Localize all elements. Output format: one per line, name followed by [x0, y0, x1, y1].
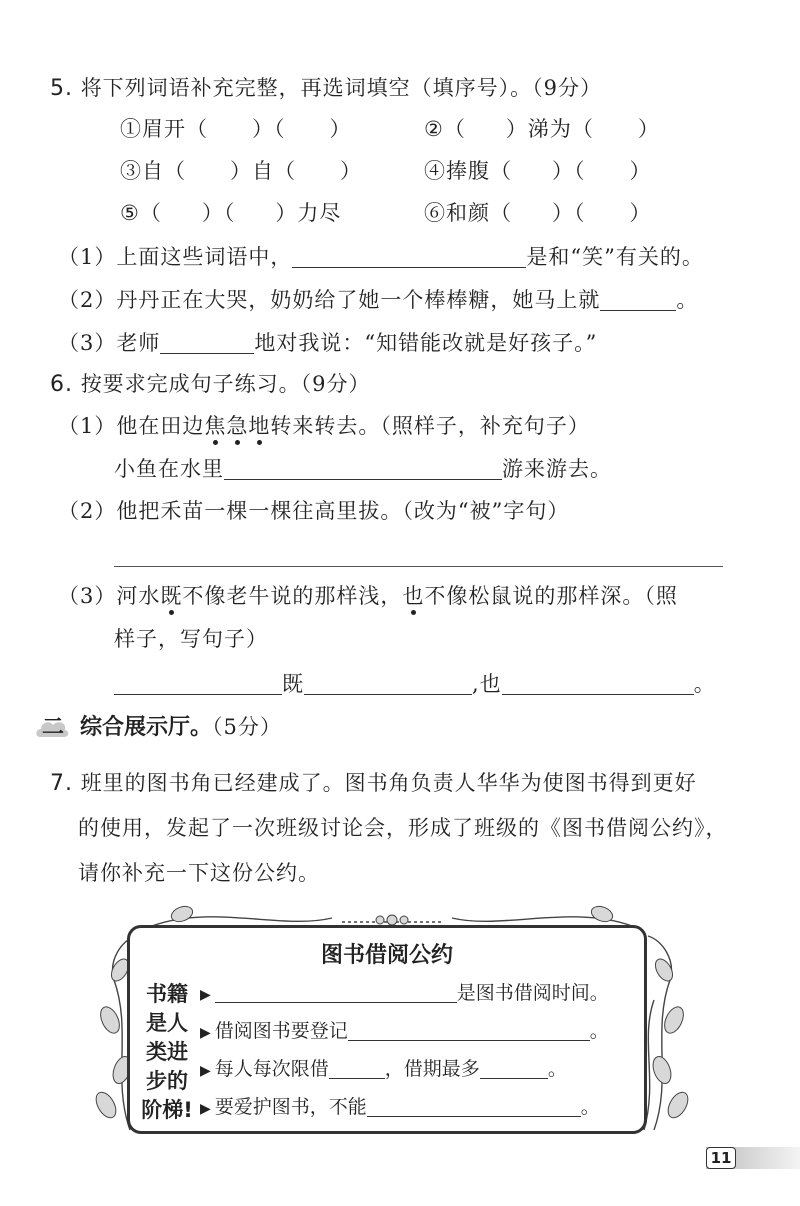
- section-2-number: 二: [42, 715, 65, 740]
- rule-2-blank[interactable]: [348, 1022, 590, 1041]
- word-1: [120, 115, 352, 143]
- q6-s1-text-a: （1）他在田边: [58, 414, 205, 438]
- q6-prompt: [50, 370, 371, 399]
- q6-s3-text-a: （3）河水: [58, 584, 161, 608]
- q6-s1-text-b: 转来转去。（照样子，补充句子）: [270, 414, 590, 438]
- word-6-part-c: ）: [629, 201, 652, 225]
- board-title: 图书借阅公约: [320, 943, 453, 968]
- q6-sentence-2: （2）他把禾苗一棵一棵往高里拔。（改为“被”字句）: [58, 499, 570, 523]
- rule-3-blank-2[interactable]: [480, 1060, 548, 1079]
- word-1-part-c: ）: [329, 117, 352, 141]
- section-2-score: （5分）: [212, 715, 282, 739]
- word-2-part-a: ②（: [424, 117, 466, 141]
- q6-s1-answer-prefix: 小鱼在水里: [114, 457, 224, 481]
- q5-sentence-3: [58, 329, 597, 357]
- rule-3-text-a: 每人每次限借: [214, 1058, 329, 1080]
- q6-s2-answer-line[interactable]: [114, 566, 723, 567]
- q5-number: 5.: [50, 76, 73, 101]
- emphasis-char: 地: [248, 414, 271, 438]
- q6-sentence-3-line2: 样子，写句子）: [114, 627, 268, 651]
- rule-4-blank[interactable]: [367, 1098, 581, 1117]
- word-5-part-c: ）力尽: [275, 201, 342, 225]
- word-3: [120, 157, 362, 185]
- word-6-part-a: ⑥和颜（: [424, 201, 512, 225]
- word-4: [424, 157, 652, 185]
- q6-sentence-3-answer: [114, 670, 716, 698]
- word-2-part-c: ）: [637, 117, 660, 141]
- q5-s2-blank[interactable]: [600, 288, 676, 311]
- q5-s2-text-a: （2）丹丹正在大哭，奶奶给了她一个棒棒糖，她马上就: [58, 288, 601, 312]
- q7-line-1-text: 班里的图书角已经建成了。图书角负责人华华为使图书得到更好: [80, 771, 697, 795]
- section-2-header: [80, 713, 282, 744]
- q6-number: 6.: [50, 372, 73, 397]
- page-number: 11: [706, 1147, 736, 1169]
- q6-s1-answer-suffix: 游来游去。: [502, 457, 612, 481]
- word-6-part-b: ）（: [552, 201, 586, 225]
- word-2-part-b: ）涕为（: [505, 117, 594, 141]
- rule-3-end-mark: 。: [547, 1058, 567, 1080]
- q5-sentence-1: [58, 243, 704, 271]
- word-2: [424, 115, 660, 143]
- rule-3-text-b: ，借期最多: [384, 1058, 480, 1080]
- rule-2: [200, 1018, 609, 1046]
- rule-4: [200, 1094, 600, 1122]
- library-rules-board: [127, 925, 647, 1134]
- q5-s1-blank[interactable]: [292, 245, 526, 268]
- board-side-slogan: 书籍是人类进步的阶梯!: [141, 982, 193, 1122]
- q6-prompt-text: 按要求完成句子练习。（9分）: [80, 372, 371, 396]
- q6-s3-text-b: 不像老牛说的那样浅，: [182, 584, 403, 608]
- word-5-part-b: ）（: [201, 201, 236, 225]
- arrow-right-icon: ▶: [200, 1063, 211, 1079]
- q6-s3-blank-3[interactable]: [502, 672, 694, 695]
- word-5: [120, 199, 341, 227]
- page-number-tab: [706, 1147, 800, 1169]
- word-1-part-b: ）（: [252, 117, 286, 141]
- rule-1-blank[interactable]: [215, 984, 457, 1003]
- q7-line-3: 请你补充一下这份公约。: [78, 861, 320, 885]
- q6-s3-blank-2[interactable]: [304, 672, 472, 695]
- q6-s1-blank[interactable]: [224, 457, 502, 480]
- rule-1: [200, 980, 609, 1008]
- q5-prompt-text: 将下列词语补充完整，再选词填空（填序号）。（9分）: [80, 76, 603, 100]
- section-2-title: 综合展示厅。: [80, 715, 213, 740]
- q6-s3-end-mark: 。: [693, 672, 716, 696]
- q7-line-1: [50, 769, 697, 798]
- q6-s3-blank-1[interactable]: [114, 672, 282, 695]
- word-4-part-a: ④捧腹（: [424, 159, 512, 183]
- q5-s3-text-b: 地对我说：“知错能改就是好孩子。”: [254, 331, 598, 355]
- word-1-part-a: ①眉开（: [120, 117, 208, 141]
- rule-4-text: 要爱护图书，不能: [214, 1096, 367, 1118]
- q6-sentence-1: [58, 412, 590, 440]
- q5-s2-text-b: 。: [676, 288, 699, 312]
- q5-s1-text-a: （1）上面这些词语中，: [58, 245, 293, 269]
- q5-sentence-2: [58, 286, 698, 314]
- rule-3: [200, 1056, 567, 1084]
- word-3-part-b: ）自（: [230, 159, 296, 183]
- q5-s3-blank[interactable]: [160, 331, 254, 354]
- word-4-part-c: ）: [629, 159, 652, 183]
- word-5-part-a: ⑤（: [120, 201, 162, 225]
- q6-sentence-3: [58, 582, 678, 610]
- q6-s3-text-c: 不像松鼠说的那样深。（照: [424, 584, 678, 608]
- q5-prompt: [50, 74, 602, 103]
- word-4-part-b: ）（: [552, 159, 586, 183]
- word-3-part-a: ③自（: [120, 159, 186, 183]
- emphasis-char: 既: [160, 584, 183, 608]
- arrow-right-icon: ▶: [200, 987, 211, 1003]
- rule-1-text: 是图书借阅时间。: [456, 982, 609, 1004]
- emphasis-char: 急: [226, 414, 249, 438]
- q6-s3-connector-1: 既: [282, 672, 304, 696]
- word-3-part-c: ）: [340, 159, 362, 183]
- q7-line-2: 的使用，发起了一次班级讨论会，形成了班级的《图书借阅公约》，: [78, 816, 728, 840]
- q7-number: 7.: [50, 771, 73, 796]
- arrow-right-icon: ▶: [200, 1025, 211, 1041]
- emphasis-char: 焦: [204, 414, 227, 438]
- rule-3-blank-1[interactable]: [329, 1060, 385, 1079]
- q5-s3-text-a: （3）老师: [58, 331, 161, 355]
- arrow-right-icon: ▶: [200, 1101, 211, 1117]
- word-6: [424, 199, 652, 227]
- emphasis-char: 也: [402, 584, 425, 608]
- q6-sentence-1-answer: [114, 455, 612, 483]
- q6-s3-connector-2: ,也: [472, 672, 502, 696]
- rule-4-end-mark: 。: [580, 1096, 600, 1118]
- rule-2-text: 借阅图书要登记: [214, 1020, 348, 1042]
- q5-s1-text-b: 是和“笑”有关的。: [526, 245, 704, 269]
- rule-2-end-mark: 。: [589, 1020, 609, 1042]
